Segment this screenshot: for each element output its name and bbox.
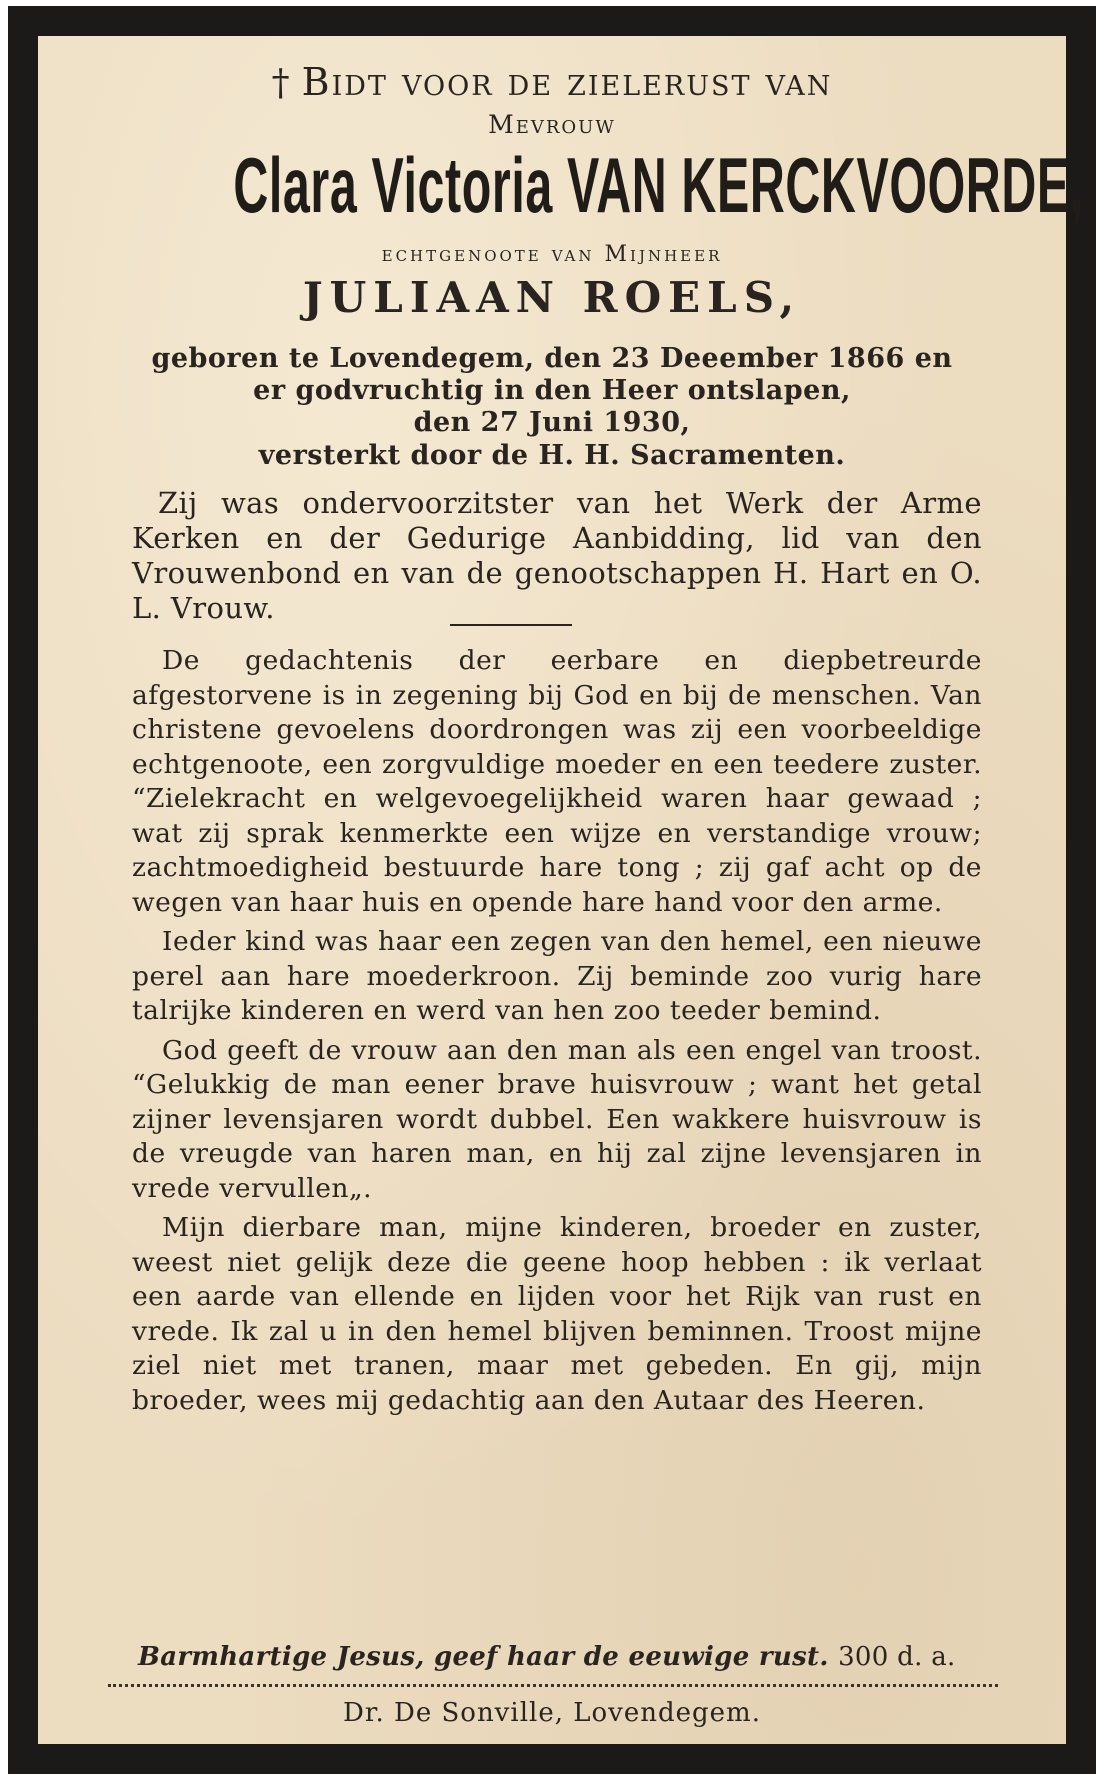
printer-imprint: Dr. De Sonville, Lovendegem. bbox=[343, 1698, 761, 1728]
eulogy-paragraph: De gedachtenis der eerbare en diepbetreurde afgestorvene is in zegening bij God en bij de menschen. Van christene gevoelens doordrongen was zij een voorbeeldige echtgenoote, een zorgvuldige moeder en een teedere zuster. “Zielekracht en welgevoegelijkheid waren haar gewaad ; wat zij sprak kenmerkte een wijze en verstandige vrouw; zachtmoedigheid bestuurde hare tong ; zij gaf acht op de wegen van haar huis en opende hare hand voor den arme. bbox=[132, 645, 982, 918]
spouse-intro: echtgenoote van Mijnheer bbox=[381, 242, 723, 267]
death-date-line: den 27 Juni 1930, bbox=[413, 407, 691, 438]
spouse-name: JULIAAN ROELS, bbox=[302, 273, 802, 322]
cross-icon: † bbox=[271, 63, 292, 104]
closing-prayer-text: Barmhartige Jesus, geef haar de eeuwige rust. bbox=[138, 1642, 829, 1672]
dotted-divider bbox=[108, 1684, 998, 1687]
prayer-header-text: Bidt voor de zielerust van bbox=[301, 60, 833, 104]
eulogy-paragraph: Ieder kind was haar een zegen van den hemel, een nieuwe perel aan hare moederkroon. Zij beminde zoo vurig hare talrijke kinderen en werd van hen zoo teeder bemind. bbox=[132, 926, 982, 1026]
closing-prayer bbox=[138, 1642, 982, 1672]
biography-paragraph: Zij was ondervoorzitster van het Werk der Arme Kerken en der Gedurige Aanbidding, lid van den Vrouwenbond en van de genootschappen H. Hart en O. L. Vrouw. bbox=[132, 486, 982, 625]
divider-rule bbox=[450, 624, 572, 626]
prayer-header bbox=[38, 60, 1066, 104]
card-paper bbox=[38, 36, 1084, 1744]
death-line: er godvruchtig in den Heer ontslapen, bbox=[253, 375, 851, 406]
sacraments-line: versterkt door de H. H. Sacramenten. bbox=[258, 440, 846, 471]
indulgence-note: 300 d. a. bbox=[838, 1642, 956, 1672]
deceased-name: Clara Victoria VAN KERCKVOORDE, bbox=[233, 141, 1084, 229]
eulogy-paragraph: God geeft de vrouw aan den man als een engel van troost. “Gelukkig de man eener brave huisvrouw ; want het getal zijner levensjaren wordt dubbel. Een wakkere huisvrouw is de vreugde van haren man, en hij zal zijne levensjaren in vrede vervullen„. bbox=[132, 1034, 982, 1204]
eulogy-text bbox=[132, 644, 982, 1423]
birth-line: geboren te Lovendegem, den 23 Deeember 1866 en bbox=[151, 343, 953, 374]
title-prefix: Mevrouw bbox=[488, 110, 616, 139]
eulogy-paragraph: Mijn dierbare man, mijne kinderen, broeder en zuster, weest niet gelijk deze die geene hoop hebben : ik verlaat een aarde van ellende en lijden voor het Rijk van rust en vrede. Ik zal u in den hemel blijven beminnen. Troost mijne ziel niet met tranen, maar met gebeden. En gij, mijn broeder, wees mij gedachtig aan den Autaar des Heeren. bbox=[132, 1212, 982, 1416]
memorial-card bbox=[8, 6, 1096, 1774]
